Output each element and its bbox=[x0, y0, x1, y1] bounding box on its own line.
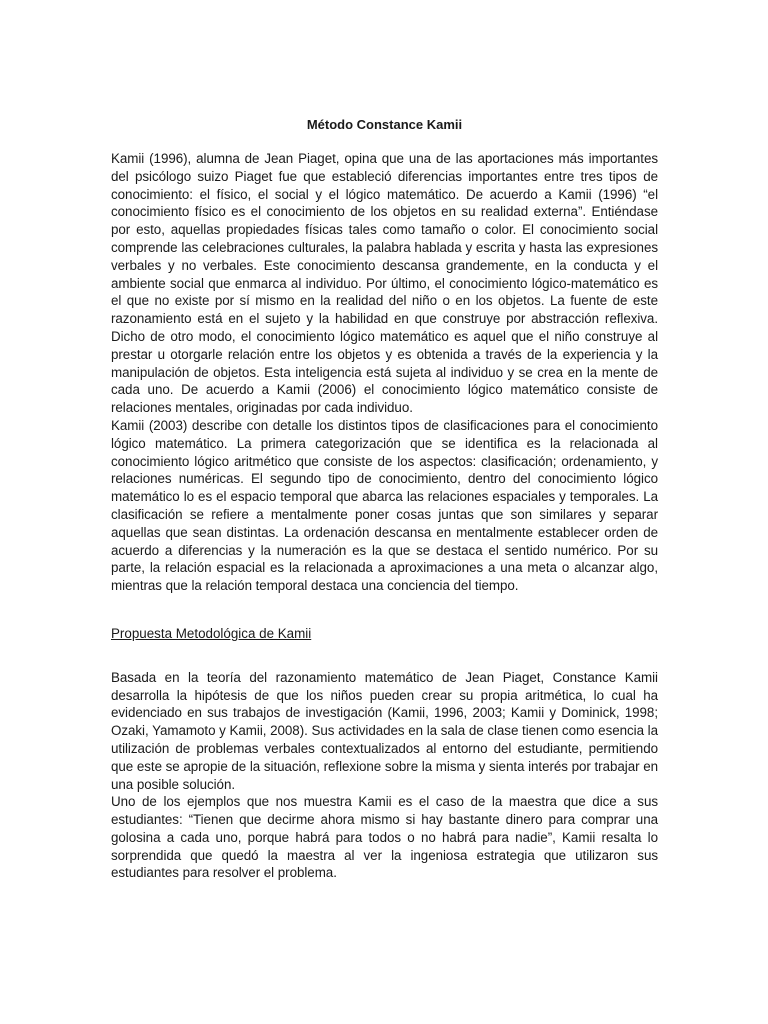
section-spacer bbox=[111, 643, 658, 669]
document-title: Método Constance Kamii bbox=[306, 117, 463, 132]
section-heading-propuesta: Propuesta Metodológica de Kamii bbox=[111, 625, 312, 641]
paragraph-kamii-example: Uno de los ejemplos que nos muestra Kamii es el caso de la maestra que dice a sus estudiantes: “Tienen que decirme ahora mismo si hay bastante dinero para comprar una golosina a cada uno, porque habrá para todos o no habrá para nadie”, Kamii resalta lo sorprendida que quedó la maestra al ver la ingeniosa estrategia que utilizaron sus estudiantes para resolver el problema. bbox=[111, 794, 658, 881]
paragraph-kamii-classifications: Kamii (2003) describe con detalle los distintos tipos de clasificaciones para el conocimiento lógico matemático. La primera categorización que se identifica es la relacionada al conocimiento lógico aritmético que consiste de los aspectos: clasificación; ordenamiento, y relaciones numéricas. El segundo tipo de conocimiento, dentro del conocimiento lógico matemático lo es el espacio temporal que abarca las relaciones espaciales y temporales. La clasificación se refiere a mentalmente poner cosas juntas que son similares y separar aquellas que sean distintas. La ordenación descansa en mentalmente establecer orden de acuerdo a diferencias y la numeración es la que se destaca el sentido numérico. Por su parte, la relación espacial es la relacionada a aproximaciones a una meta o alcanzar algo, mientras que la relación temporal destaca una conciencia del tiempo. bbox=[111, 417, 658, 594]
document-body bbox=[111, 116, 658, 882]
paragraph-kamii-hypothesis: Basada en la teoría del razonamiento matemático de Jean Piaget, Constance Kamii desarrolla la hipótesis de que los niños pueden crear su propia aritmética, lo cual ha evidenciado en sus trabajos de investigación (Kamii, 1996, 2003; Kamii y Dominick, 1998; Ozaki, Yamamoto y Kamii, 2008). Sus actividades en la sala de clase tienen como esencia la utilización de problemas verbales contextualizados al entorno del estudiante, permitiendo que este se apropie de la situación, reflexione sobre la misma y sienta interés por trabajar en una posible solución. bbox=[111, 669, 658, 792]
paragraph-kamii-knowledge-types: Kamii (1996), alumna de Jean Piaget, opina que una de las aportaciones más importantes del psicólogo suizo Piaget fue que estableció diferencias importantes entre tres tipos de conocimiento: el físico, el social y el lógico matemático. De acuerdo a Kamii (1996) “el conocimiento físico es el conocimiento de los objetos en su realidad externa”. Entiéndase por esto, aquellas propiedades físicas tales como tamaño o color. El conocimiento social comprende las celebraciones culturales, la palabra hablada y escrita y hasta las expresiones verbales y no verbales. Este conocimiento descansa grandemente, en la conducta y el ambiente social que enmarca al individuo. Por último, el conocimiento lógico-matemático es el que no existe por sí mismo en la realidad del niño o en los objetos. La fuente de este razonamiento está en el sujeto y la habilidad en que construye por abstracción reflexiva. Dicho de otro modo, el conocimiento lógico matemático es aquel que el niño construye al prestar u otorgarle relación entre los objetos y es obtenida a través de la experiencia y la manipulación de objetos. Esta inteligencia está sujeta al individuo y se crea en la mente de cada uno. De acuerdo a Kamii (2006) el conocimiento lógico matemático consiste de relaciones mentales, originadas por cada individuo. bbox=[111, 151, 658, 416]
